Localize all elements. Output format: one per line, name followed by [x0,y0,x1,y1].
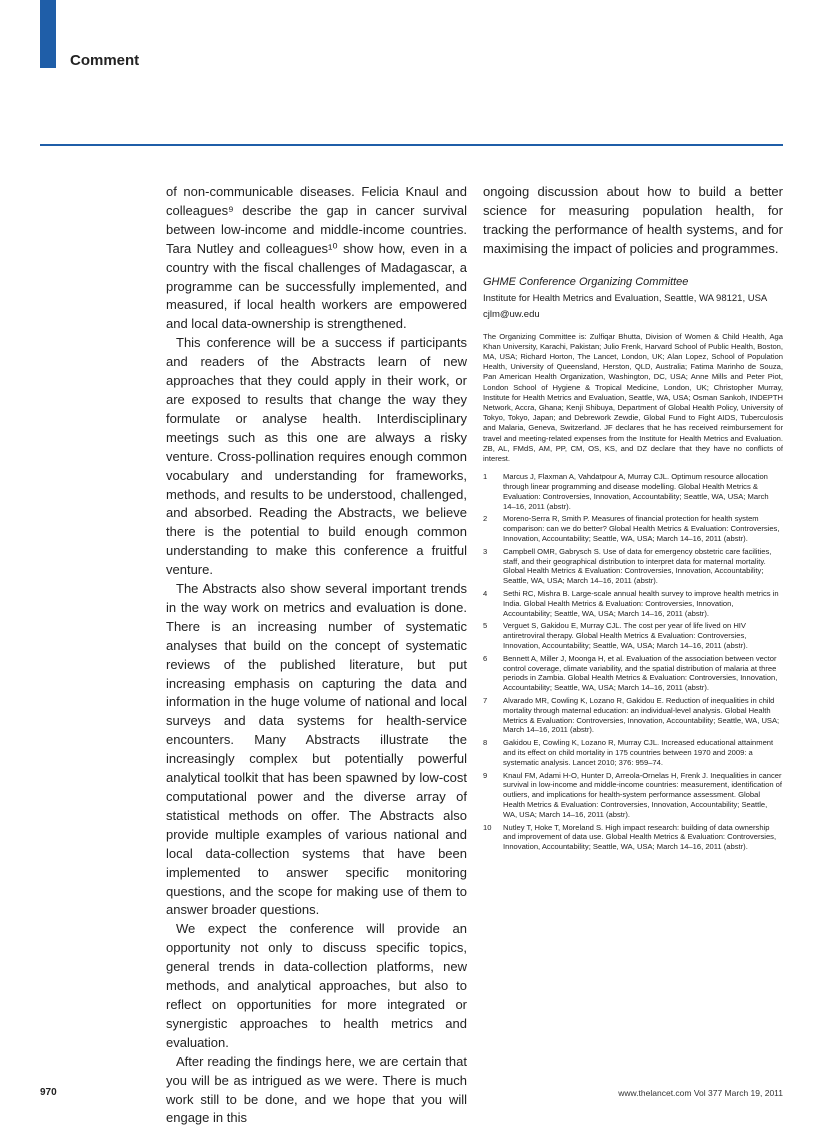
section-color-tab [40,0,56,68]
author-committee: GHME Conference Organizing Committee [483,275,689,288]
reference-item [483,514,783,543]
body-paragraph-continued: ongoing discussion about how to build a better science for measuring population health, for tracking the performance of health systems, and for maximising the impact of policies and programmes. [483,184,783,256]
committee-note: The Organizing Committee is: Zulfiqar Bhutta, Division of Women & Child Health, Aga Khan University, Karachi, Pakistan; Julio Frenk, Harvard School of Public Health, Boston, MA, USA; Richard Horton, The Lancet, London, UK; Alan Lopez, School of Population Health, University of Queensland, Herston, QLD, Australia; Fatima Marinho de Souza, Pan American Health Organization, Washington, DC, USA; Anne Mills and Peter Piot, London School of Hygiene & Tropical Medicine, London, UK; Christopher Murray, Institute for Health Metrics and Evaluation, Seattle, WA, USA; Osman Sankoh, INDEPTH Network, Accra, Ghana; Kenji Shibuya, Department of Global Health Policy, University of Tokyo, Tokyo, Japan; and Debrework Zewdie, Global Fund to Fight AIDS, Tuberculosis and Malaria, Geneva, Switzerland. JF declares that he has received reimbursement for travel and meeting-related expenses from the Institute for Health Metrics and Evaluation. ZB, AL, FMdS, AM, PP, CM, OS, KS, and DZ declare that they have no conflicts of interest. [483,331,783,464]
reference-text: Knaul FM, Adami H-O, Hunter D, Arreola-Ornelas H, Frenk J. Inequalities in cancer survival in low-income and middle-income countries: measurement, identification of outliers, and implications for health-system performance assessment. Global Health Metrics & Evaluation: Controversies, Innovation, Accountability; Seattle, WA, USA; March 14–16, 2011 (abstr). [503,770,782,819]
reference-item [483,472,783,511]
right-column [483,183,783,855]
body-paragraph-5: After reading the findings here, we are certain that you will be as intrigued as we were. There is much work still to be done, and we hope that you will engage in this [166,1053,467,1126]
reference-item [483,771,783,820]
page-number: 970 [40,1087,57,1098]
reference-number: 10 [483,822,492,832]
header-divider [40,144,783,146]
reference-number: 6 [483,653,488,663]
reference-item [483,654,783,693]
left-column [166,183,467,1128]
reference-number: 9 [483,770,488,780]
reference-text: Sethi RC, Mishra B. Large-scale annual health survey to improve health metrics in India. Global Health Metrics & Evaluation: Controversies, Innovation, Accountability; Seattle, WA, USA; March 14–16, 2011 (abstr). [503,589,779,618]
reference-text: Bennett A, Miller J, Moonga H, et al. Evaluation of the association between vector control coverage, climate variability, and the spatial distribution of malaria at three periods in Zambia. Global Health Metrics & Evaluation: Controversies, Innovation, Accountability; Seattle, WA, USA; March 14–16, 2011 (abstr). [503,653,778,693]
reference-item [483,696,783,735]
reference-number: 2 [483,514,488,524]
reference-text: Moreno-Serra R, Smith P. Measures of financial protection for health system comparison: can we do better? Global Health Metrics & Evaluation: Controversies, Innovation, Accountability; Seattle, WA, USA; March 14–16, 2011 (abstr). [503,514,780,544]
reference-list [483,472,783,852]
reference-item [483,738,783,767]
body-paragraph-3: The Abstracts also show several important trends in the way work on metrics and evaluation is done. There is an increasing number of systematic analyses that build on the concept of systematic reviews of the published literature, but put increasing emphasis on capturing the data and information in the huge volume of national and local surveys and data systems for health-service encounters. Many Abstracts illustrate the increasingly complex but potentially powerful analytical toolkit that has been spawned by low-cost computational power and the diverse array of statistical methods on offer. The Abstracts also provide multiple examples of various national and local data-collection systems that have been implemented to answer specific monitoring questions, and the scope for making use of them to answer broader questions. [166,581,467,918]
reference-item [483,823,783,852]
reference-item [483,589,783,618]
reference-number: 8 [483,738,488,748]
reference-number: 3 [483,546,488,556]
reference-number: 1 [483,472,488,482]
reference-text: Verguet S, Gakidou E, Murray CJL. The cost per year of life lived on HIV antiretroviral therapy. Global Health Metrics & Evaluation: Controversies, Innovation, Accountability; Seattle, WA, USA; March 14–16, 2011 (abstr). [503,621,748,651]
reference-number: 5 [483,621,488,631]
section-title: Comment [70,52,140,69]
journal-citation[interactable]: www.thelancet.com Vol 377 March 19, 2011 [618,1088,783,1098]
reference-text: Alvarado MR, Cowling K, Lozano R, Gakidou E. Reduction of inequalities in child mortality through maternal education: an individual-level analysis. Global Health Metrics & Evaluation: Controversies, Innovation, Accountability; Seattle, WA, USA; March 14–16, 2011 (abstr). [503,696,780,735]
body-paragraph-2: This conference will be a success if participants and readers of the Abstracts learn of new approaches that they could apply in their work, or are exposed to results that change the way they formulate or analyse health. Interdisciplinary meetings such as this one are always a risky venture. Cross-pollination requires enough common vocabulary and understanding for frameworks, methods, and results to be understood, challenged, and absorbed. Reading the Abstracts, we believe there is the potential to build enough common understanding to make this conference a fruitful venture. [166,335,467,578]
body-paragraph-4: We expect the conference will provide an opportunity not only to discuss specific topics, general trends in data-collection platforms, new methods, and analytical approaches, but also to reflect on opportunities for more integrated or synergistic approaches to health metrics and evaluation. [166,921,467,1050]
reference-number: 7 [483,696,488,705]
author-email[interactable]: cjlm@uw.edu [483,308,540,320]
reference-text: Nutley T, Hoke T, Moreland S. High impact research: building of data ownership and improvement of data use. Global Health Metrics & Evaluation: Controversies, Innovation, Accountability; Seattle, WA, USA; March 14–16, 2011 (abstr). [503,822,777,852]
reference-text: Marcus J, Flaxman A, Vahdatpour A, Murray CJL. Optimum resource allocation through linear programming and disease modelling. Global Health Metrics & Evaluation: Controversies, Innovation, Accountability; Seattle, WA, USA; March 14–16, 2011 (abstr). [503,472,769,511]
reference-item [483,547,783,586]
author-institution: Institute for Health Metrics and Evaluation, Seattle, WA 98121, USA [483,292,768,304]
body-paragraph-1: of non-communicable diseases. Felicia Knaul and colleagues⁹ describe the gap in cancer survival between low-income and middle-income countries. Tara Nutley and colleagues¹⁰ show how, even in a country with the fiscal challenges of Madagascar, a programme can be successfully implemented, and measured, if local health workers are empowered and local data-ownership is strengthened. [166,184,467,332]
reference-text: Gakidou E, Cowling K, Lozano R, Murray CJL. Increased educational attainment and its effect on child mortality in 175 countries between 1970 and 2009: a systematic analysis. Lancet 2010; 376: 959–74. [503,738,774,767]
reference-number: 4 [483,589,488,599]
reference-text: Campbell OMR, Gabrysch S. Use of data for emergency obstetric care facilities, staff, and their geographical distribution to interpret data for maternal mortality. Global Health Metrics & Evaluation: Controversies, Innovation, Accountability; Seattle, WA, USA; March 14–16, 2011 (abstr). [503,546,772,586]
reference-item [483,621,783,650]
